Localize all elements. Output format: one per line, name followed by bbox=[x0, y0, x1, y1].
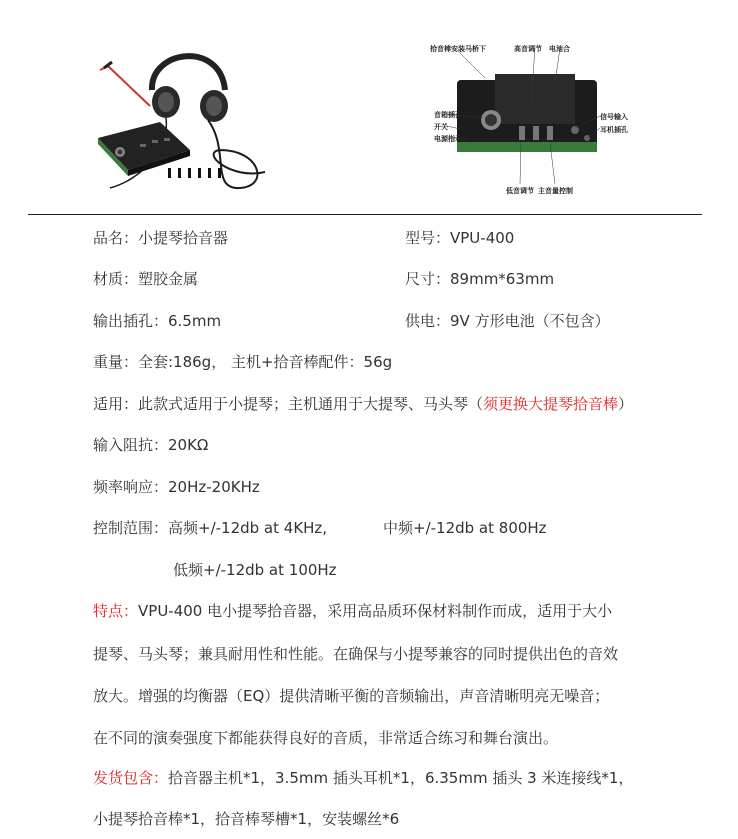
package-line-1 bbox=[93, 767, 633, 788]
label-treble: 高音调节 bbox=[514, 45, 542, 53]
spec-weight: 重量：全套:186g， 主机+拾音棒配件：56g bbox=[93, 353, 393, 371]
features-line-1 bbox=[93, 600, 612, 621]
spec-impedance: 输入阻抗：20KΩ bbox=[93, 436, 209, 454]
label-master-volume: 主音量控制 bbox=[538, 187, 573, 195]
applicable-note: 须更换大提琴拾音棒 bbox=[483, 395, 619, 413]
spec-output: 输出插孔：6.5mm bbox=[93, 312, 222, 330]
applicable-suffix: ） bbox=[618, 395, 634, 413]
applicable-prefix: 适用：此款式适用于小提琴；主机通用于大提琴、马头琴（ bbox=[93, 395, 484, 413]
label-power-led: 电源指示灯 bbox=[434, 135, 469, 143]
label-signal-input: 信号输入 bbox=[600, 113, 628, 121]
label-switch: 开关 bbox=[434, 123, 448, 131]
package-line-2: 小提琴拾音棒*1，拾音棒琴槽*1，安装螺丝*6 bbox=[93, 810, 400, 828]
features-line-3: 放大。增强的均衡器（EQ）提供清晰平衡的音频输出，声音清晰明亮无噪音； bbox=[93, 687, 610, 705]
spec-applicable bbox=[93, 393, 633, 414]
features-label: 特点： bbox=[93, 602, 139, 620]
features-line-4: 在不同的演奏强度下都能获得良好的音质，非常适合练习和舞台演出。 bbox=[93, 729, 559, 747]
features-text-1: VPU-400 电小提琴拾音器，采用高品质环保材料制作而成，适用于大小 bbox=[138, 602, 613, 620]
label-output-jack: 音箱插孔 bbox=[434, 111, 462, 119]
spec-control-mid: 中频+/-12db at 800Hz bbox=[383, 519, 547, 537]
package-text-1: 拾音器主机*1，3.5mm 插头耳机*1，6.35mm 插头 3 米连接线*1， bbox=[168, 769, 634, 787]
spec-control-high: 控制范围：高频+/-12db at 4KHz, bbox=[93, 519, 328, 537]
spec-model: 型号：VPU-400 bbox=[405, 229, 515, 247]
spec-name: 品名：小提琴拾音器 bbox=[93, 229, 229, 247]
divider bbox=[28, 214, 702, 215]
product-photo bbox=[90, 40, 300, 200]
spec-size: 尺寸：89mm*63mm bbox=[405, 270, 555, 288]
features-line-2: 提琴、马头琴；兼具耐用性和性能。在确保与小提琴兼容的同时提供出色的音效 bbox=[93, 645, 619, 663]
label-battery: 电池合 bbox=[549, 45, 570, 53]
spec-power: 供电：9V 方形电池（不包含） bbox=[405, 312, 610, 330]
label-pickup-bridge: 拾音棒安装马桥下 bbox=[430, 45, 486, 53]
spec-frequency: 频率响应：20Hz-20KHz bbox=[93, 478, 260, 496]
label-bass: 低音调节 bbox=[506, 187, 534, 195]
spec-material: 材质：塑胶金属 bbox=[93, 270, 199, 288]
label-headphone-jack: 耳机插孔 bbox=[600, 126, 628, 134]
package-label: 发货包含： bbox=[93, 769, 169, 787]
spec-control-low: 低频+/-12db at 100Hz bbox=[173, 561, 337, 579]
